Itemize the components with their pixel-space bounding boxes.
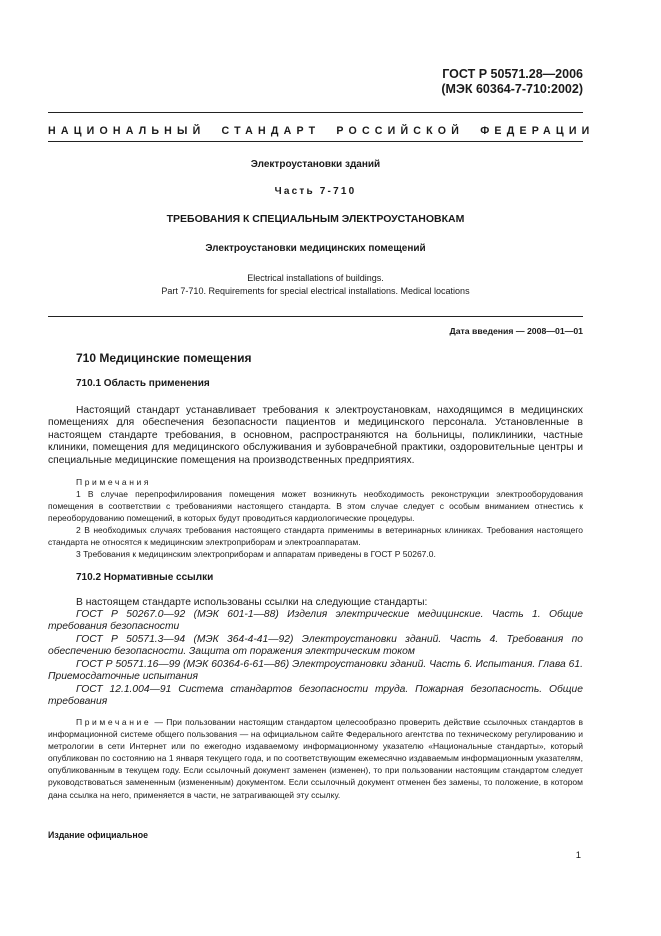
references-note bbox=[48, 716, 583, 801]
scope-paragraph: Настоящий стандарт устанавливает требования к электроустановкам, находящимся в медицинских помещениях для обеспечения безопасности пациентов и медицинского персонала. Установленные в настоящем стандарте требования, в основном, распространяются на больницы, поликлиники, частные клиники, помещения для медицинского обслуживания и зубоврачебной практики, оздоровительные центры и специальные медицинские помещения на производственных предприятиях. bbox=[48, 405, 583, 466]
standard-number: ГОСТ Р 50571.28—2006 bbox=[442, 67, 583, 81]
english-title-1: Electrical installations of buildings. bbox=[247, 273, 384, 283]
effective-date: Дата введения — 2008—01—01 bbox=[449, 326, 583, 336]
note-3: 3 Требования к медицинским электроприборам и аппаратам приведены в ГОСТ Р 50267.0. bbox=[76, 549, 436, 559]
title-line-1: Электроустановки зданий bbox=[250, 159, 381, 170]
title-part: Часть 7-710 bbox=[274, 186, 357, 197]
page-number: 1 bbox=[575, 850, 581, 861]
note-2: 2 В необходимых случаях требования настоящего стандарта применимы в ветеринарных клиниках. Требования настоящего стандарта не относятся к медицинским электроприборам и электроаппаратам. bbox=[48, 525, 583, 548]
subsection-heading-references: 710.2 Нормативные ссылки bbox=[76, 572, 214, 583]
references-note-text: — При пользовании настоящим стандартом целесообразно проверить действие ссылочных стандартов в информационной системе общего пользования — на официальном сайте Федерального агентства по техническому регулированию и метрологии в сети Интернет или по ежегодно издаваемому информационному указателю «Национальные стандарты», который опубликован по состоянию на 1 января текущего года, и по соответствующим ежемесячно издаваемым информационным указателям, опубликованным в текущем году. Если ссылочный документ заменен (изменен), то при пользовании настоящим стандартом следует руководствоваться замененным (измененным) документом. Если ссылочный документ отменен без замены, то положение, в котором дана ссылка на него, применяется в части, не затрагивающей эту ссылку. bbox=[48, 717, 583, 800]
reference-1: ГОСТ Р 50267.0—92 (МЭК 601-1—88) Изделия электрические медицинские. Часть 1. Общие требования безопасности bbox=[48, 609, 583, 633]
english-title-2: Part 7-710. Requirements for special electrical installations. Medical locations bbox=[161, 286, 470, 296]
edition-label: Издание официальное bbox=[48, 830, 148, 840]
subsection-heading-scope: 710.1 Область применения bbox=[76, 378, 210, 389]
iec-number: (МЭК 60364-7-710:2002) bbox=[441, 82, 583, 96]
bottom-rule bbox=[48, 141, 583, 142]
references-note-label: Примечание bbox=[76, 717, 152, 727]
document-header bbox=[441, 67, 583, 97]
title-subtitle: Электроустановки медицинских помещений bbox=[205, 243, 426, 254]
date-rule bbox=[48, 316, 583, 317]
section-heading: 710 Медицинские помещения bbox=[76, 351, 252, 365]
reference-4: ГОСТ 12.1.004—91 Система стандартов безопасности труда. Пожарная безопасность. Общие требования bbox=[48, 684, 583, 708]
references-intro: В настоящем стандарте использованы ссылки на следующие стандарты: bbox=[76, 597, 428, 608]
reference-2: ГОСТ Р 50571.3—94 (МЭК 364-4-41—92) Электроустановки зданий. Часть 4. Требования по обеспечению безопасности. Защита от поражения электрическим током bbox=[48, 634, 583, 658]
title-main: ТРЕБОВАНИЯ К СПЕЦИАЛЬНЫМ ЭЛЕКТРОУСТАНОВКАМ bbox=[166, 213, 465, 225]
reference-3: ГОСТ Р 50571.16—99 (МЭК 60364-6-61—86) Электроустановки зданий. Часть 6. Испытания. Глава 61. Приемосдаточные испытания bbox=[48, 659, 583, 683]
national-standard-banner: НАЦИОНАЛЬНЫЙ СТАНДАРТ РОССИЙСКОЙ ФЕДЕРАЦИИ bbox=[48, 125, 595, 137]
top-rule bbox=[48, 112, 583, 113]
notes-label: Примечания bbox=[76, 477, 152, 487]
note-1: 1 В случае перепрофилирования помещения может возникнуть необходимость реконструкции электрооборудования помещения в соответствии с требованиями настоящего стандарта. В этом случае следует с особым вниманием отнестись к переоборудованию помещений, в которых будут проводиться кардиологические процедуры. bbox=[48, 489, 583, 524]
